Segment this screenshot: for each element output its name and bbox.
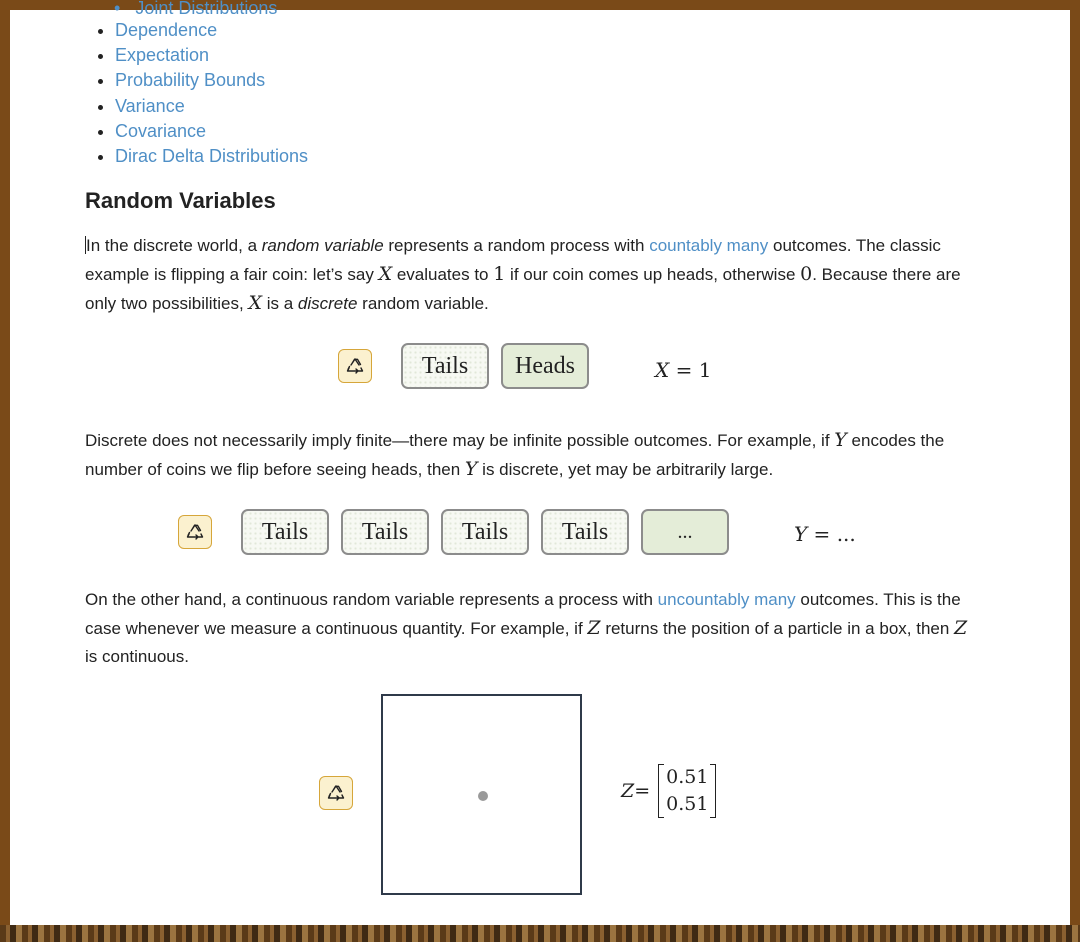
coin-tails-1[interactable]: Tails: [241, 509, 329, 555]
toc-link-variance[interactable]: Variance: [115, 95, 185, 116]
particle[interactable]: [478, 791, 488, 801]
equation-z: Z = 0.51 0.51: [621, 764, 716, 818]
table-of-contents: [90, 18, 308, 169]
toc-item: [115, 144, 308, 169]
bottom-edge: [0, 925, 1080, 942]
paragraph-continuous: On the other hand, a continuous random variable represents a process with uncountably many outcomes. This is the case whenever we measure a continuous quantity. For example, if Z returns the position of a particle in a box, then Z is continuous.: [85, 590, 968, 666]
equation-x: X = 1: [655, 358, 712, 382]
toc-item: [115, 18, 308, 43]
reset-button-flips[interactable]: [178, 515, 212, 549]
recycle-icon: [326, 783, 346, 803]
toc-link-covariance[interactable]: Covariance: [115, 120, 207, 141]
reset-button-particle[interactable]: [319, 776, 353, 810]
link-uncountably-many[interactable]: uncountably many: [657, 590, 796, 609]
vector-x: 0.51: [666, 766, 709, 788]
toc-item-cut[interactable]: • Joint Distributions: [114, 0, 278, 18]
toc-item: [115, 43, 308, 68]
particle-box[interactable]: [381, 694, 582, 895]
coin-ellipsis[interactable]: ...: [641, 509, 729, 555]
coin-heads[interactable]: Heads: [501, 343, 589, 389]
link-countably-many[interactable]: countably many: [649, 236, 769, 255]
toc-link-dirac-delta[interactable]: Dirac Delta Distributions: [115, 146, 309, 167]
toc-link-expectation[interactable]: Expectation: [115, 45, 210, 66]
vector-bracket-right: [710, 764, 716, 818]
section-title: Random Variables: [85, 188, 276, 213]
reset-button-coin[interactable]: [338, 349, 372, 383]
vector-y: 0.51: [666, 793, 709, 815]
recycle-icon: [345, 356, 365, 376]
recycle-icon: [185, 522, 205, 542]
toc-item: [115, 68, 308, 93]
coin-tails-2[interactable]: Tails: [341, 509, 429, 555]
equation-y: Y = ...: [794, 522, 856, 546]
toc-item: [115, 119, 308, 144]
toc-link-probability-bounds[interactable]: Probability Bounds: [115, 70, 266, 91]
toc-link-joint-distributions[interactable]: Joint Distributions: [135, 0, 278, 18]
toc-item: [115, 94, 308, 119]
toc-link-dependence[interactable]: Dependence: [115, 20, 218, 40]
coin-tails-3[interactable]: Tails: [441, 509, 529, 555]
paragraph-infinite: Discrete does not necessarily imply finite—there may be infinite possible outcomes. For example, if Y encodes the number of coins we flip before seeing heads, then Y is discrete, yet may be arbitrarily large.: [85, 429, 945, 480]
coin-tails[interactable]: Tails: [401, 343, 489, 389]
paragraph-discrete: In the discrete world, a random variable represents a random process with countably many outcomes. The classic example is flipping a fair coin: let’s say X evaluates to 1 if our coin comes up heads, otherwise 0. Because there are only two possibilities, X is a discrete random variable.: [85, 236, 961, 314]
coin-tails-4[interactable]: Tails: [541, 509, 629, 555]
page: [10, 0, 1070, 925]
vector-cells: [664, 764, 710, 818]
